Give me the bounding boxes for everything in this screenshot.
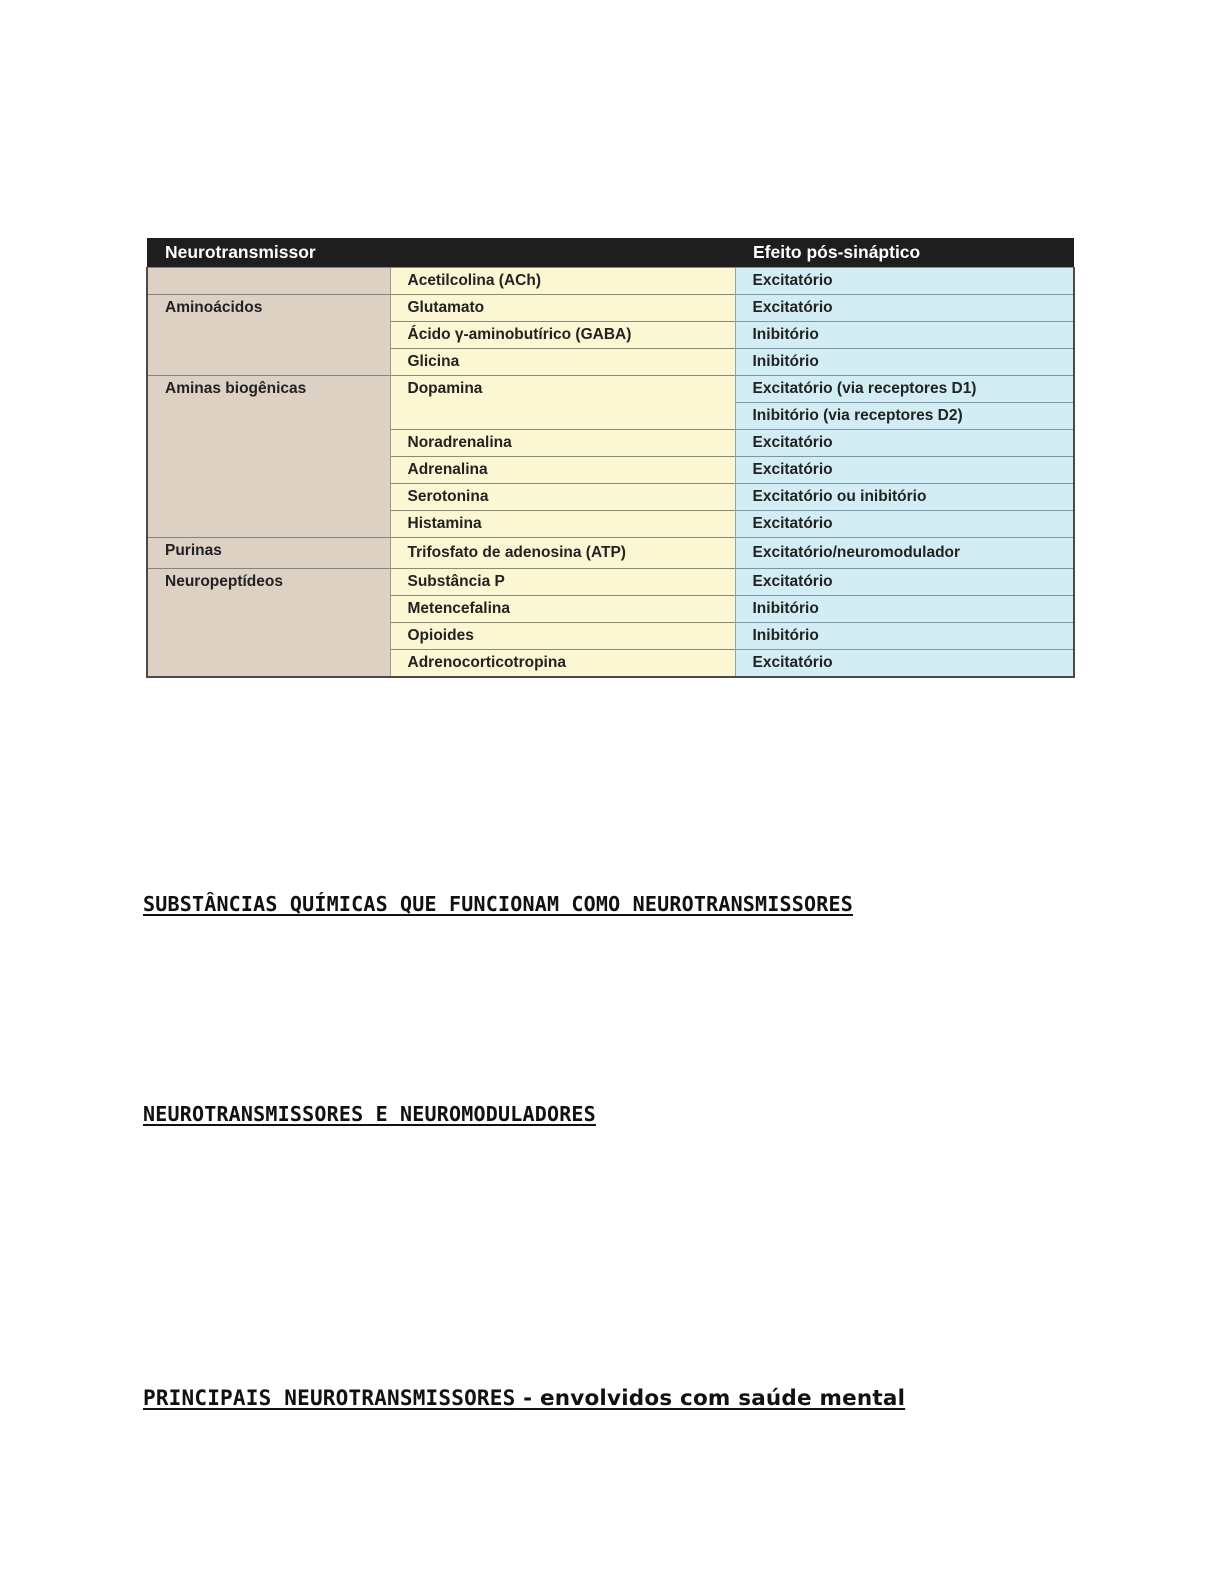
neurotransmitter-cell: Noradrenalina [390, 430, 735, 457]
effect-cell: Excitatório [735, 430, 1074, 457]
table-row [147, 295, 1074, 322]
heading-suffix-text: - envolvidos com saúde mental [515, 1386, 906, 1411]
section-heading-main-neurotransmitters [143, 1386, 905, 1411]
effect-cell: Inibitório [735, 322, 1074, 349]
neurotransmitter-cell: Metencefalina [390, 596, 735, 623]
effect-cell: Excitatório (via receptores D1) [735, 376, 1074, 403]
effect-cell: Inibitório [735, 623, 1074, 650]
neurotransmitter-cell: Adrenocorticotropina [390, 650, 735, 678]
neurotransmitter-cell: Glicina [390, 349, 735, 376]
neurotransmitter-cell: Glutamato [390, 295, 735, 322]
neurotransmitter-cell: Trifosfato de adenosina (ATP) [390, 538, 735, 569]
effect-cell: Inibitório (via receptores D2) [735, 403, 1074, 430]
section-heading-substances: SUBSTÂNCIAS QUÍMICAS QUE FUNCIONAM COMO NEUROTRANSMISSORES [143, 892, 853, 916]
neurotransmitter-cell: Ácido γ-aminobutírico (GABA) [390, 322, 735, 349]
effect-cell: Excitatório [735, 569, 1074, 596]
neurotransmitter-cell: Serotonina [390, 484, 735, 511]
heading-main-text: PRINCIPAIS NEUROTRANSMISSORES [143, 1386, 516, 1410]
neurotransmitter-table [146, 238, 1075, 678]
category-cell: Aminoácidos [147, 295, 390, 376]
header-neurotransmitter: Neurotransmissor [147, 238, 735, 268]
neurotransmitter-cell: Histamina [390, 511, 735, 538]
category-cell: Purinas [147, 538, 390, 569]
table-header-row [147, 238, 1074, 268]
header-effect: Efeito pós-sináptico [735, 238, 1074, 268]
effect-cell: Excitatório [735, 268, 1074, 295]
category-cell: Neuropeptídeos [147, 569, 390, 678]
effect-cell: Inibitório [735, 596, 1074, 623]
neurotransmitter-cell: Adrenalina [390, 457, 735, 484]
effect-cell: Excitatório [735, 295, 1074, 322]
category-cell: Aminas biogênicas [147, 376, 390, 538]
table-row [147, 569, 1074, 596]
neurotransmitter-cell: Substância P [390, 569, 735, 596]
effect-cell: Excitatório [735, 511, 1074, 538]
neurotransmitter-cell: Opioides [390, 623, 735, 650]
neurotransmitter-cell: Acetilcolina (ACh) [390, 268, 735, 295]
table-row [147, 538, 1074, 569]
effect-cell: Excitatório ou inibitório [735, 484, 1074, 511]
effect-cell: Excitatório [735, 650, 1074, 678]
table-row [147, 376, 1074, 403]
category-cell [147, 268, 390, 295]
effect-cell: Inibitório [735, 349, 1074, 376]
neurotransmitter-cell: Dopamina [390, 376, 735, 430]
section-heading-neuromodulators: NEUROTRANSMISSORES E NEUROMODULADORES [143, 1102, 596, 1126]
effect-cell: Excitatório/neuromodulador [735, 538, 1074, 569]
effect-cell: Excitatório [735, 457, 1074, 484]
table-row [147, 268, 1074, 295]
